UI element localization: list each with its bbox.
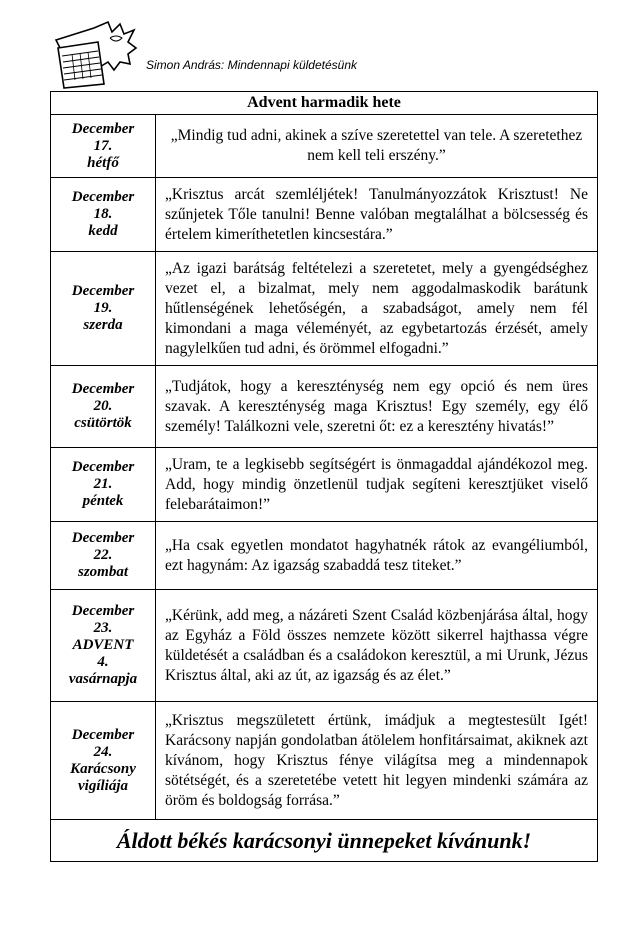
date-line: 23. [93, 620, 113, 636]
advent-schedule-table [50, 91, 598, 862]
table-row [51, 115, 598, 178]
date-line: vasárnapja [68, 671, 138, 687]
quote-cell: „Ha csak egyetlen mondatot hagyhatnék rátok az evangéliumból, ezt hagynám: Az igazság szabaddá tesz titeket.” [156, 522, 598, 590]
date-line: Karácsony [70, 760, 136, 777]
date-line: péntek [82, 493, 124, 509]
date-line: 17. [93, 137, 113, 154]
date-line: December [71, 120, 135, 137]
table-title: Advent harmadik hete [51, 92, 598, 115]
paper-document-logo [50, 18, 142, 90]
table-row [51, 590, 598, 702]
date-cell [51, 702, 156, 820]
date-line: szerda [83, 317, 123, 333]
table-row [51, 702, 598, 820]
date-cell [51, 115, 156, 178]
quote-cell: „Tudjátok, hogy a kereszténység nem egy opció és nem üres szavak. A kereszténység maga Krisztus! Egy személy, egy élő személy! Találkozni vele, szeretni őt: ez a keresztény hivatás!” [156, 366, 598, 448]
table-row [51, 252, 598, 366]
date-line: December [71, 530, 135, 546]
date-line: 20. [93, 398, 113, 414]
footer-row [51, 820, 598, 862]
table-title-row [51, 92, 598, 115]
quote-cell: „Mindig tud adni, akinek a szíve szeretettel van tele. A szeretethez nem kell teli erszény.” [156, 115, 598, 178]
date-cell [51, 366, 156, 448]
date-line: ADVENT [72, 637, 134, 653]
header-author-title: Simon András: Mindennapi küldetésünk [146, 58, 358, 72]
table-row [51, 178, 598, 252]
date-line: csütörtök [74, 415, 132, 431]
footer-greeting: Áldott békés karácsonyi ünnepeket kívánunk! [51, 820, 598, 862]
date-line: vigíliája [78, 777, 128, 794]
table-row [51, 366, 598, 448]
date-line: December [71, 459, 135, 475]
date-line: 22. [93, 547, 113, 563]
date-line: December [71, 726, 135, 743]
date-line: 19. [93, 300, 113, 316]
quote-cell: „Uram, te a legkisebb segítségért is önmagaddal ajándékozol meg. Add, hogy mindig önzetlenül tudjak segíteni keresztjüket viselő felebarátaimon!” [156, 448, 598, 522]
date-cell [51, 590, 156, 702]
date-line: December [71, 189, 135, 205]
date-line: December [71, 381, 135, 397]
date-line: December [71, 603, 135, 619]
quote-cell: „Kérünk, add meg, a názáreti Szent Család közbenjárása által, hogy az Egyház a Föld összes nemzete között sikerrel hajthassa végre küldetését a családban és a családokon keresztül, a mi Urunk, Jézus Krisztus által, aki az út, az igazság és az élet.” [156, 590, 598, 702]
date-line: December [71, 283, 135, 299]
date-cell [51, 252, 156, 366]
date-line: 21. [93, 476, 113, 492]
date-line: hétfő [87, 154, 119, 171]
table-row [51, 448, 598, 522]
quote-cell: „Krisztus arcát szemléljétek! Tanulmányozzátok Krisztust! Ne szűnjetek Tőle tanulni! Benne valóban megtalálhat a bölcsesség és értelem kimeríthetetlen kincsestára.” [156, 178, 598, 252]
quote-cell: „Krisztus megszületett értünk, imádjuk a megtestesült Igét! Karácsony napján gondolatban átölelem honfitársaimat, akiknek azt kívánom, hogy Krisztus fénye világítsa meg a mindennapok sötétségét, és a szeretetébe vetett hit legyen mindenki számára az öröm és boldogság forrása.” [156, 702, 598, 820]
date-cell [51, 178, 156, 252]
date-line: 18. [93, 206, 113, 222]
date-cell [51, 522, 156, 590]
table-row [51, 522, 598, 590]
date-line: kedd [88, 223, 118, 239]
date-line: szombat [77, 564, 128, 580]
date-line: 4. [97, 654, 109, 670]
date-line: 24. [93, 743, 113, 760]
date-cell [51, 448, 156, 522]
quote-cell: „Az igazi barátság feltételezi a szeretetet, mely a gyengédséghez vezet el, a bizalmat, mely nem aggodalmaskodik barátunk hűtlenségének lehetőségén, a szabadságot, amely nem fél kimondani a maga véleményét, az egybetartozás érzését, amely nagylelkűen tud adni, és örömmel elfogadni.” [156, 252, 598, 366]
